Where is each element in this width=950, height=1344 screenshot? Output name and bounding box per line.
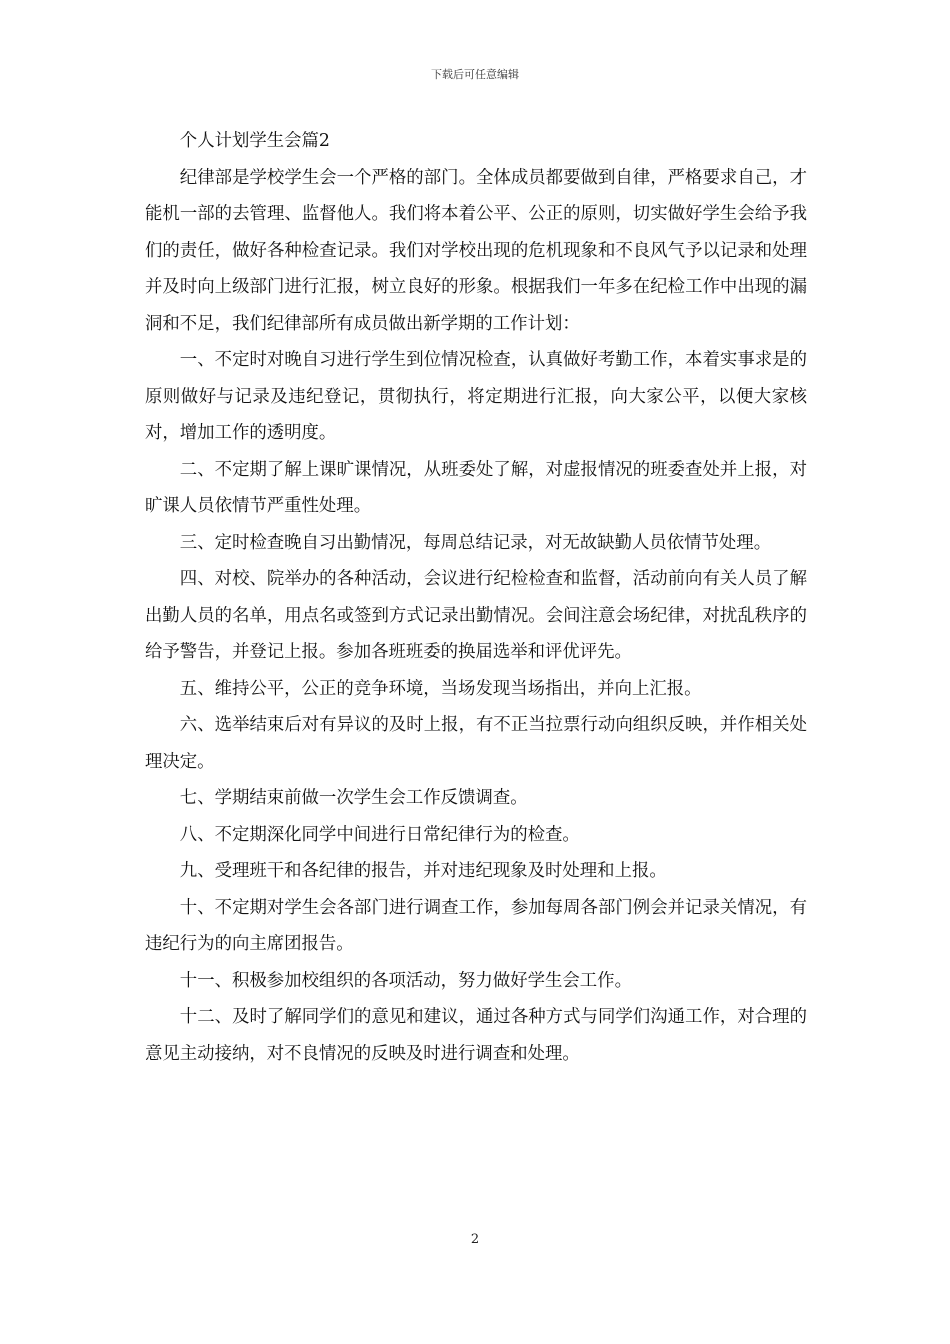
page-header: 下载后可任意编辑 [431,68,519,81]
paragraph-item-8: 八、不定期深化同学中间进行日常纪律行为的检查。 [179,824,580,845]
paragraph-item-1: 一、不定时对晚自习进行学生到位情况检查，认真做好考勤工作，本着实事求是的原则做好与记录及违纪登记，贯彻执行，将定期进行汇报，向大家公平，以便大家核对，增加工作的透明度。 [145,350,807,443]
paragraph-item-11: 十一、积极参加校组织的各项活动，努力做好学生会工作。 [179,970,632,991]
page-number: 2 [470,1232,480,1247]
paragraph-item-6: 六、选举结束后对有异议的及时上报，有不正当拉票行动向组织反映，并作相关处理决定。 [145,715,807,772]
paragraph-item-10: 十、不定期对学生会各部门进行调查工作，参加每周各部门例会并记录关情况，有违纪行为的向主席团报告。 [145,897,807,954]
paragraph-item-4: 四、对校、院举办的各种活动，会议进行纪检检查和监督，活动前向有关人员了解出勤人员的名单，用点名或签到方式记录出勤情况。会间注意会场纪律，对扰乱秩序的给予警告，并登记上报。参加各班班委的换届选举和评优评先。 [145,569,807,662]
paragraph-intro: 纪律部是学校学生会一个严格的部门。全体成员都要做到自律，严格要求自己，才能机一部的去管理、监督他人。我们将本着公平、公正的原则，切实做好学生会给予我们的责任，做好各种检查记录。我们对学校出现的危机现象和不良风气予以记录和处理并及时向上级部门进行汇报，树立良好的形象。根据我们一年多在纪检工作中出现的漏洞和不足，我们纪律部所有成员做出新学期的工作计划： [145,167,807,334]
paragraph-item-5: 五、维持公平，公正的竞争环境，当场发现当场指出，并向上汇报。 [179,678,702,699]
paragraph-item-9: 九、受理班干和各纪律的报告，并对违纪现象及时处理和上报。 [179,861,667,881]
paragraph-item-12: 十二、及时了解同学们的意见和建议，通过各种方式与同学们沟通工作，对合理的意见主动接纳，对不良情况的反映及时进行调查和处理。 [145,1007,807,1064]
paragraph-item-7: 七、学期结束前做一次学生会工作反馈调查。 [179,788,528,808]
paragraph-item-3: 三、定时检查晚自习出勤情况，每周总结记录，对无故缺勤人员依情节处理。 [179,532,772,553]
document-body [145,123,807,1072]
document-title: 个人计划学生会篇2 [179,131,330,151]
paragraph-item-2: 二、不定期了解上课旷课情况，从班委处了解，对虚报情况的班委查处并上报，对旷课人员依情节严重性处理。 [145,459,807,516]
